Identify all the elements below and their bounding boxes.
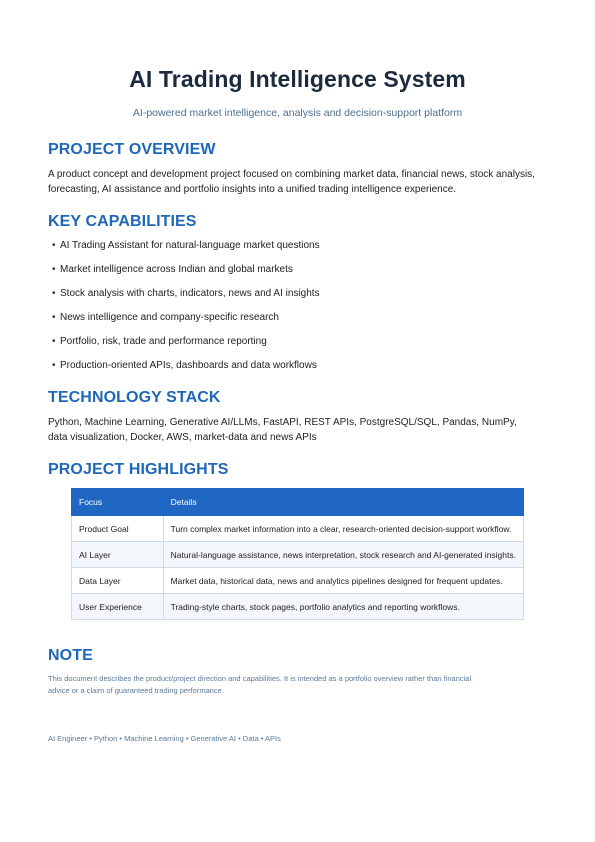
column-header-details: Details <box>163 489 523 516</box>
list-item-text: AI Trading Assistant for natural-language market questions <box>60 240 320 251</box>
table-row <box>72 542 524 568</box>
footer-tags: AI Engineer • Python • Machine Learning • Generative AI • Data • APIs <box>48 734 281 743</box>
table-row <box>72 516 524 542</box>
stack-line: Python, Machine Learning, Generative AI/LLMs, FastAPI, REST APIs, PostgreSQL/SQL, Pandas, NumPy, <box>48 417 517 428</box>
list-item-text: Portfolio, risk, trade and performance reporting <box>60 336 267 347</box>
table-row <box>72 594 524 620</box>
cell-focus: Data Layer <box>72 568 164 594</box>
section-heading-overview: PROJECT OVERVIEW <box>48 141 216 158</box>
cell-details: Market data, historical data, news and analytics pipelines designed for frequent updates. <box>163 568 523 594</box>
bullet-icon: • <box>52 240 56 251</box>
cell-details: Trading-style charts, stock pages, portfolio analytics and reporting workflows. <box>163 594 523 620</box>
list-item <box>52 240 320 264</box>
table-header-row <box>72 489 524 516</box>
section-heading-stack: TECHNOLOGY STACK <box>48 389 221 406</box>
section-heading-note: NOTE <box>48 647 93 664</box>
bullet-icon: • <box>52 336 56 347</box>
list-item <box>52 312 320 336</box>
cell-focus: User Experience <box>72 594 164 620</box>
list-item <box>52 288 320 312</box>
capabilities-list <box>52 240 320 384</box>
document-subtitle: AI-powered market intelligence, analysis and decision-support platform <box>132 107 463 119</box>
cell-details: Turn complex market information into a clear, research-oriented decision-support workflow. <box>163 516 523 542</box>
table-row <box>72 568 524 594</box>
highlights-table <box>71 488 524 620</box>
note-line: This document describes the product/project direction and capabilities. It is intended as a portfolio overview rather than financial <box>48 674 472 683</box>
list-item-text: Market intelligence across Indian and global markets <box>60 264 293 275</box>
list-item <box>52 360 320 384</box>
bullet-icon: • <box>52 312 56 323</box>
stack-line: data visualization, Docker, AWS, market-data and news APIs <box>48 432 317 443</box>
list-item-text: News intelligence and company-specific research <box>60 312 279 323</box>
bullet-icon: • <box>52 288 56 299</box>
bullet-icon: • <box>52 360 56 371</box>
list-item <box>52 264 320 288</box>
list-item-text: Stock analysis with charts, indicators, news and AI insights <box>60 288 320 299</box>
section-heading-highlights: PROJECT HIGHLIGHTS <box>48 461 229 478</box>
document-title: AI Trading Intelligence System <box>129 66 466 92</box>
section-heading-capabilities: KEY CAPABILITIES <box>48 213 197 230</box>
list-item <box>52 336 320 360</box>
cell-details: Natural-language assistance, news interpretation, stock research and AI-generated insights. <box>163 542 523 568</box>
cell-focus: Product Goal <box>72 516 164 542</box>
overview-paragraph: A product concept and development project focused on combining market data, financial news, stock analysis, forecasting, AI assistance and portfolio insights into a unified trading intelligence experience. <box>48 169 535 195</box>
bullet-icon: • <box>52 264 56 275</box>
stack-paragraph <box>48 415 553 445</box>
cell-focus: AI Layer <box>72 542 164 568</box>
note-line: advice or a claim of guaranteed trading performance. <box>48 686 224 695</box>
note-paragraph <box>48 673 548 697</box>
list-item-text: Production-oriented APIs, dashboards and data workflows <box>60 360 317 371</box>
column-header-focus: Focus <box>72 489 164 516</box>
